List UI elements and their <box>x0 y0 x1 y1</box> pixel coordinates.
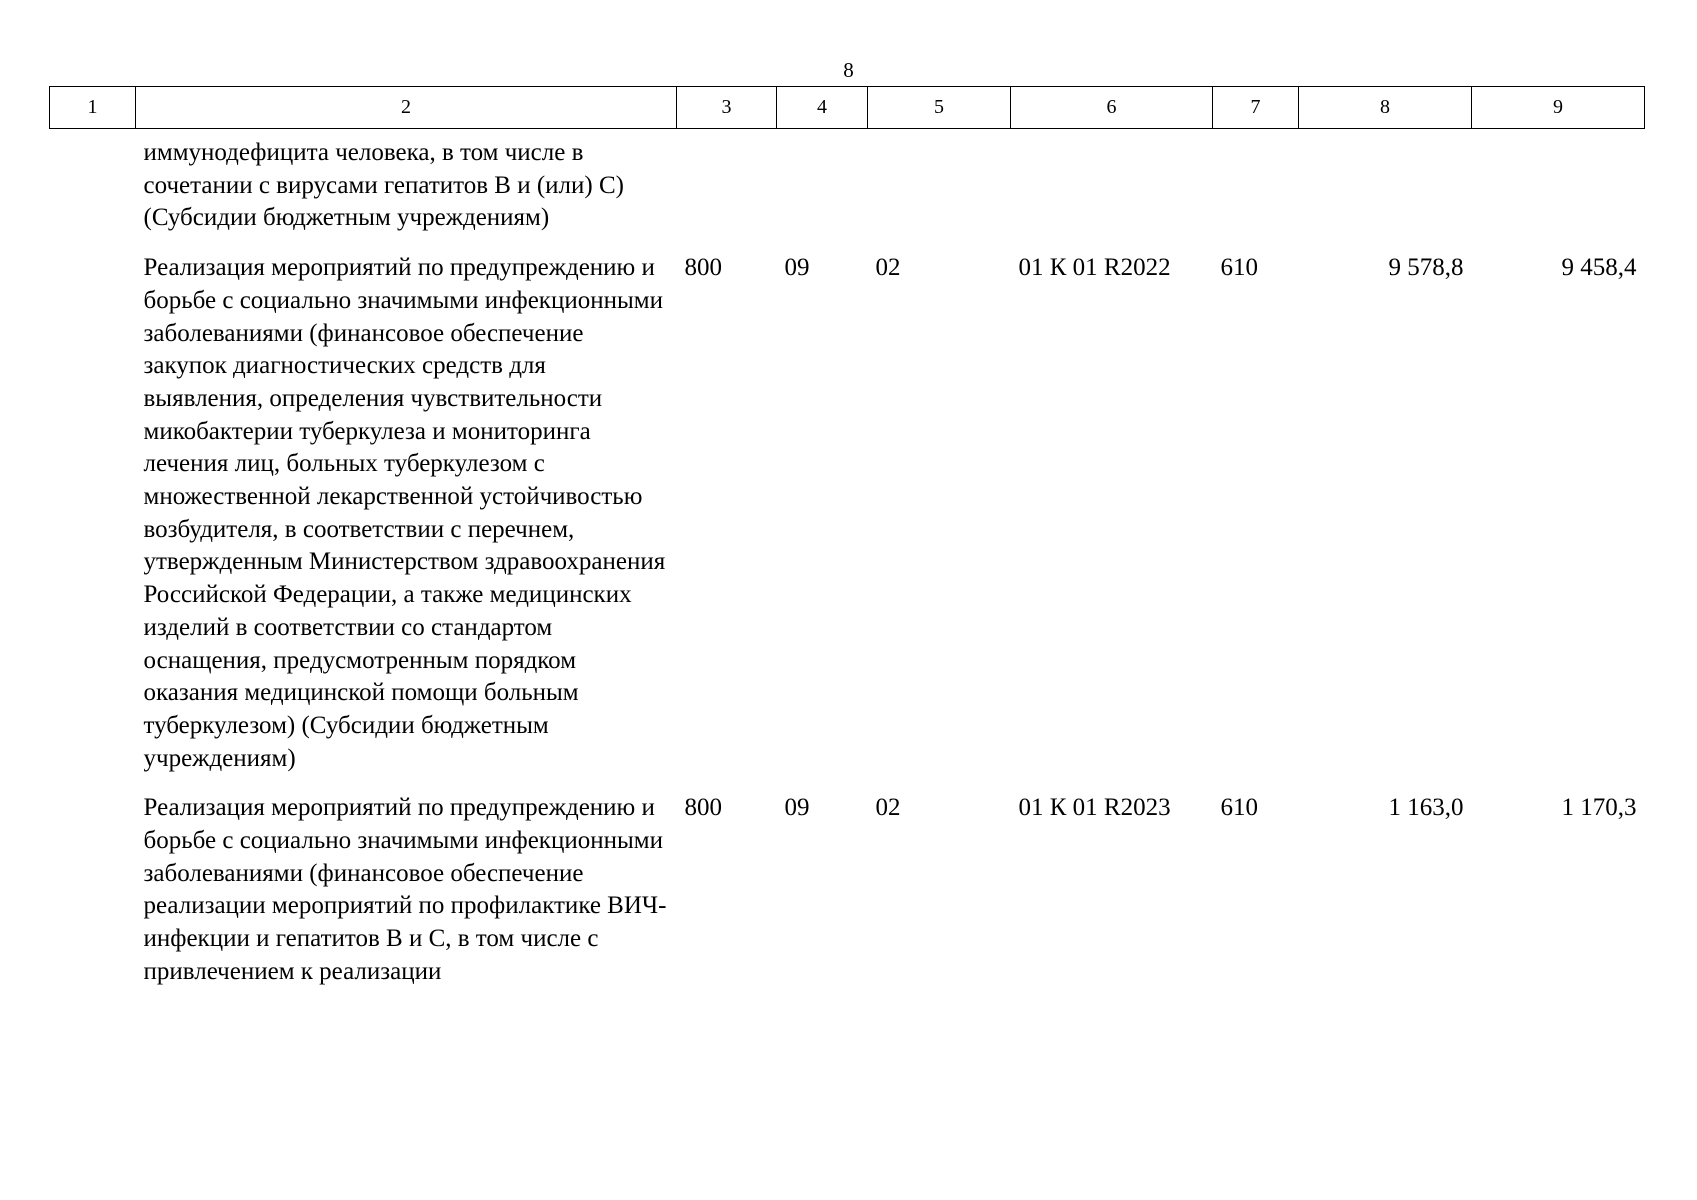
item-name-cell: Реализация мероприятий по предупреждению и борьбе с социально значимыми инфекционными заболеваниями (финансовое обеспечение реализации мероприятий по профилактике ВИЧ-инфекции и гепатитов В и С, в том числе с привлечением к реализации <box>143 794 667 985</box>
table-row <box>50 252 1645 792</box>
ministry-code-cell: 800 <box>684 254 722 282</box>
budget-table <box>49 86 1645 1006</box>
amount-year1-cell <box>1299 129 1472 253</box>
row-number-cell <box>50 792 136 1005</box>
amount-year2-cell <box>1472 129 1645 253</box>
target-article-cell: 01 К 01 R2023 <box>1018 794 1171 822</box>
ministry-code-cell <box>677 129 777 253</box>
target-article-cell: 01 К 01 R2022 <box>1018 254 1171 282</box>
amount-year2-cell: 1 170,3 <box>1561 794 1637 822</box>
column-header-7: 7 <box>1213 87 1299 129</box>
target-article-cell <box>1011 129 1213 253</box>
row-number-cell <box>50 129 136 253</box>
subsection-code-cell: 02 <box>875 794 901 822</box>
ministry-code-cell: 800 <box>684 794 722 822</box>
row-number-cell <box>50 252 136 792</box>
subsection-code-cell: 02 <box>875 254 901 282</box>
section-code-cell: 09 <box>784 254 810 282</box>
column-header-5: 5 <box>868 87 1011 129</box>
column-header-8: 8 <box>1299 87 1472 129</box>
subsection-code-cell <box>868 129 1011 253</box>
amount-year1-cell: 1 163,0 <box>1388 794 1464 822</box>
column-header-4: 4 <box>777 87 868 129</box>
column-header-6: 6 <box>1011 87 1213 129</box>
column-header-2: 2 <box>136 87 677 129</box>
column-number-header-row <box>50 87 1645 129</box>
expense-type-cell <box>1213 129 1299 253</box>
expense-type-cell: 610 <box>1220 254 1258 282</box>
item-name-cell: иммунодефицита человека, в том числе в сочетании с вирусами гепатитов В и (или) С) (Субсидии бюджетным учреждениям) <box>143 139 624 232</box>
item-name-cell: Реализация мероприятий по предупреждению и борьбе с социально значимыми инфекционными заболеваниями (финансовое обеспечение закупок диагностических средств для выявления, определения чувствительности микобактерии туберкулеза и мониторинга лечения лиц, больных туберкулезом с множественной лекарственной устойчивостью возбудителя, в соответствии с перечнем, утвержденным Министерством здравоохранения Российской Федерации, а также медицинских изделий в соответствии со стандартом оснащения, предусмотренным порядком оказания медицинской помощи больным туберкулезом) (Субсидии бюджетным учреждениям) <box>143 254 666 772</box>
page-number: 8 <box>843 58 854 82</box>
section-code-cell: 09 <box>784 794 810 822</box>
column-header-3: 3 <box>677 87 777 129</box>
table-row <box>50 792 1645 1005</box>
amount-year2-cell: 9 458,4 <box>1561 254 1637 282</box>
table-row <box>50 129 1645 253</box>
column-header-1: 1 <box>50 87 136 129</box>
section-code-cell <box>777 129 868 253</box>
expense-type-cell: 610 <box>1220 794 1258 822</box>
column-header-9: 9 <box>1472 87 1645 129</box>
amount-year1-cell: 9 578,8 <box>1388 254 1464 282</box>
